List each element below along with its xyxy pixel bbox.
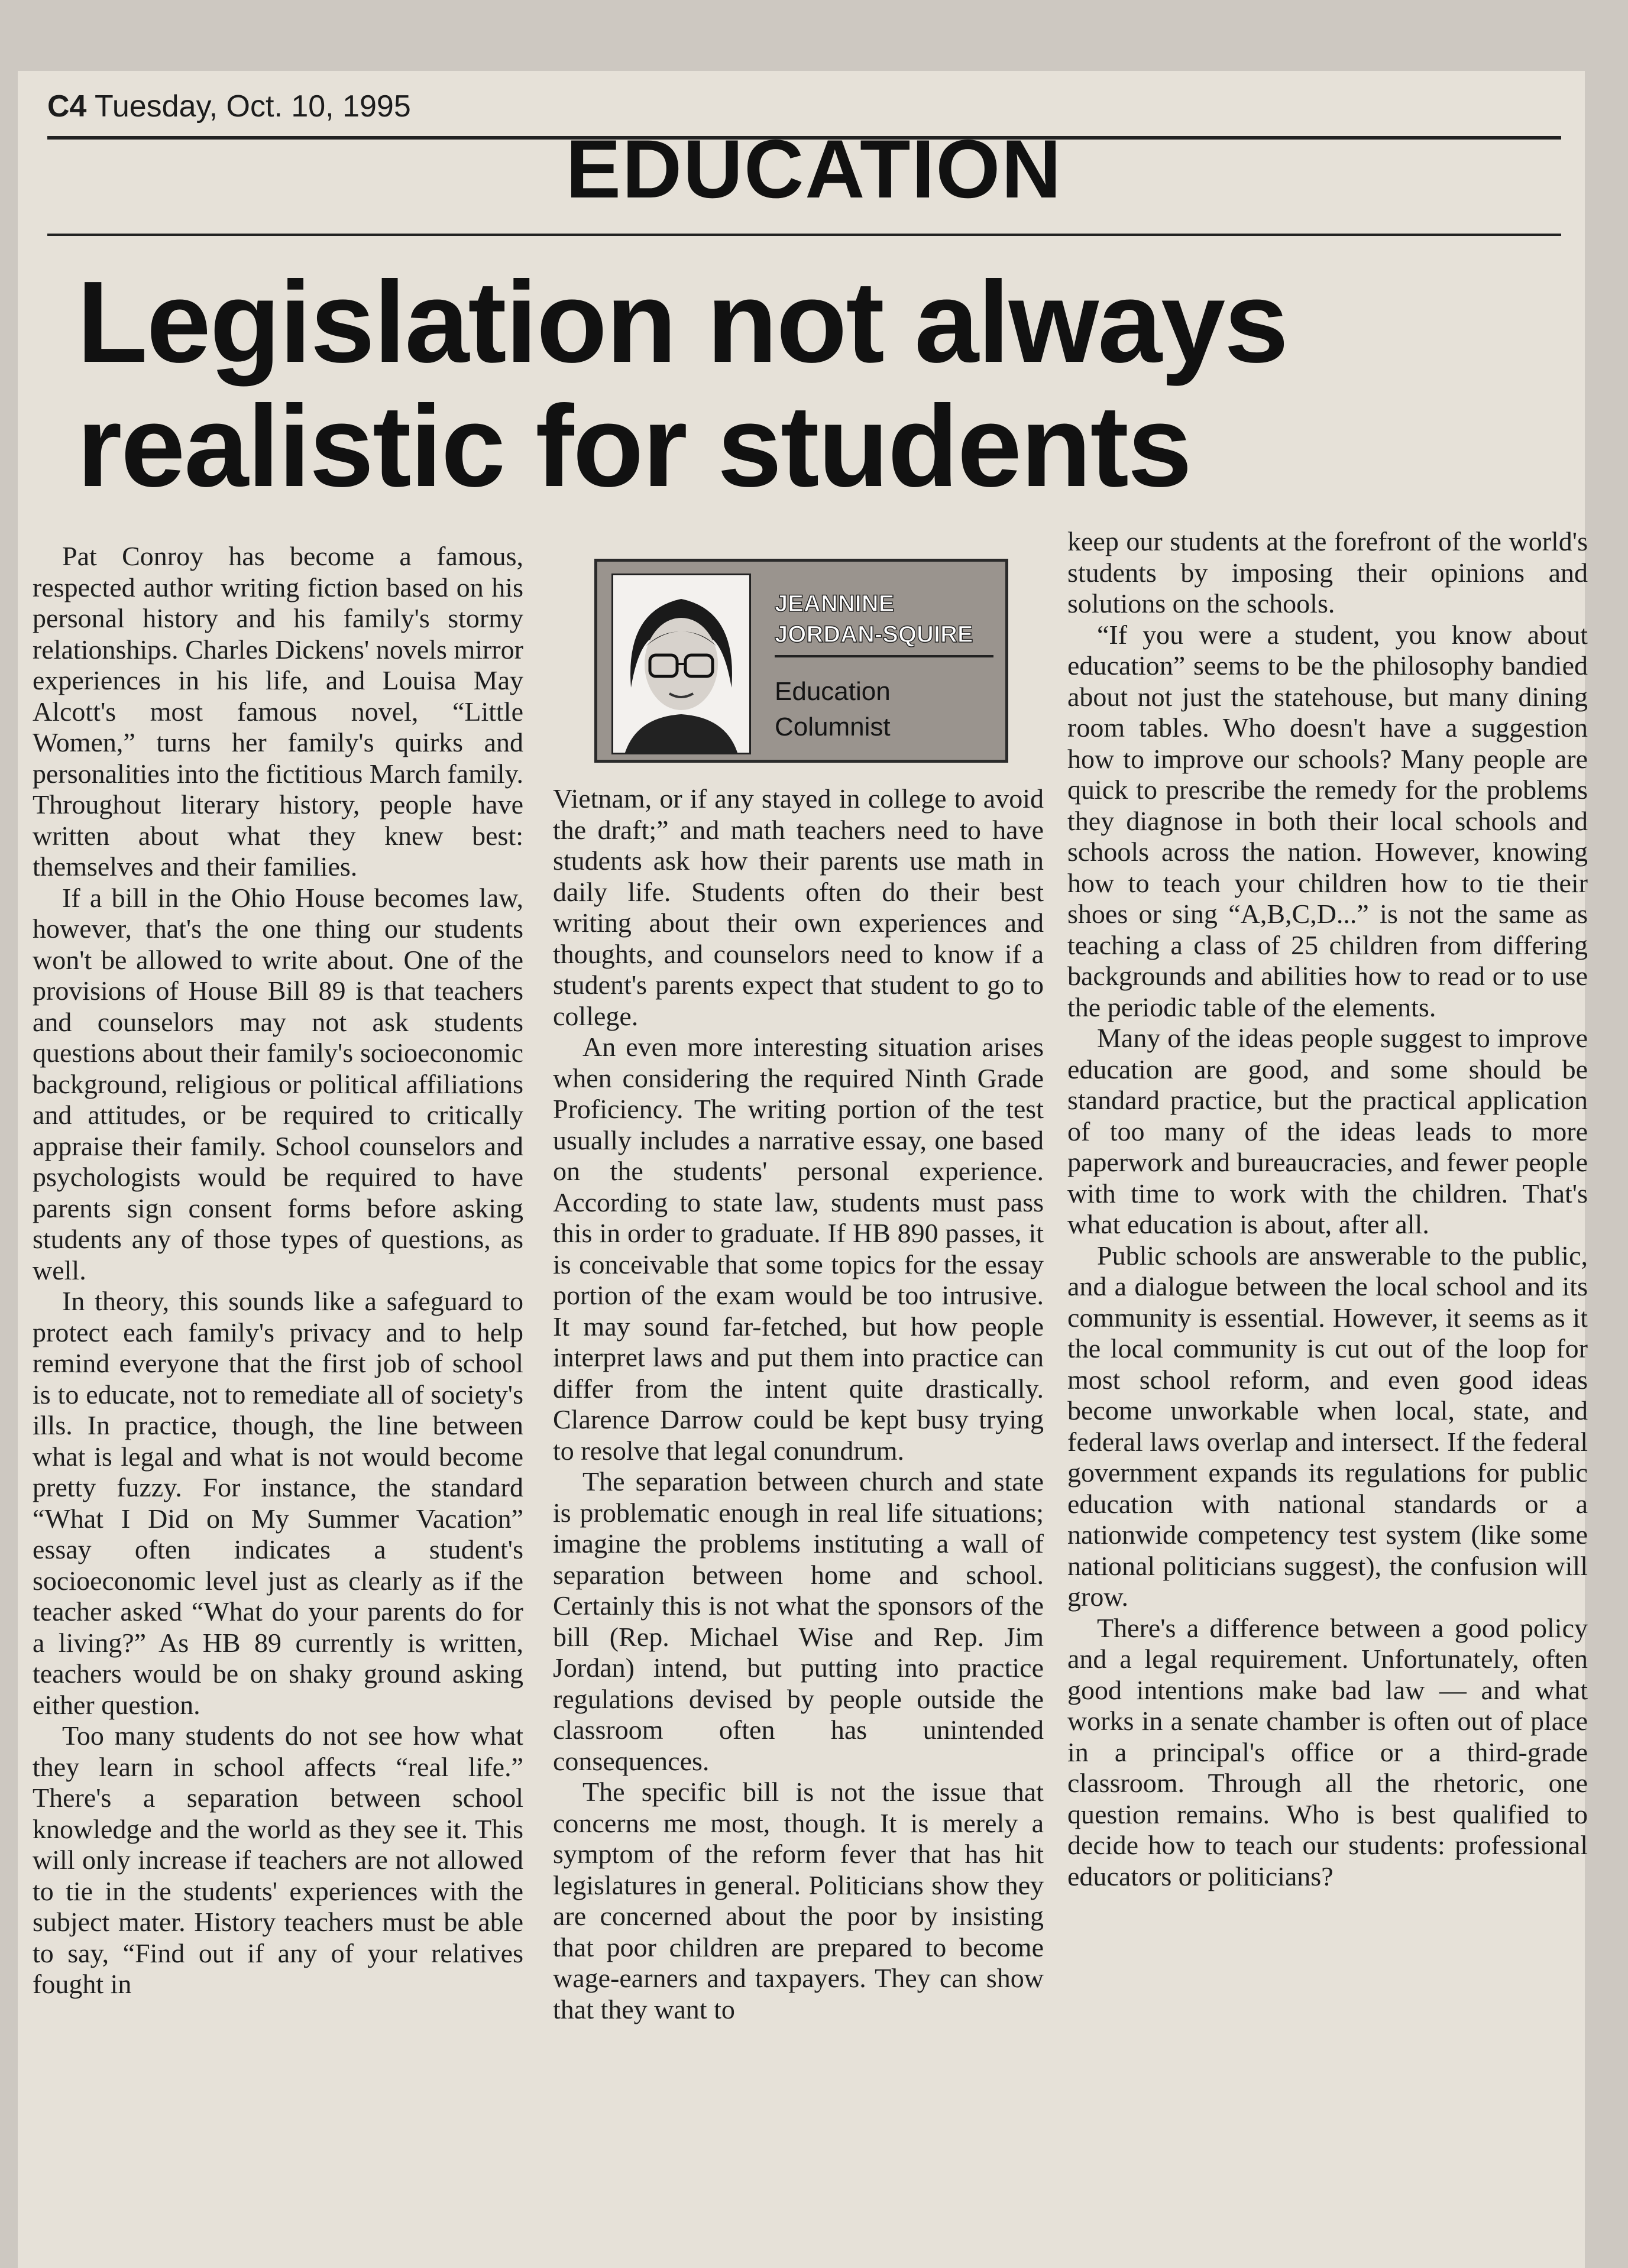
headline-line-2: realistic for students [77, 381, 1191, 511]
columnist-box [594, 559, 1008, 763]
paragraph: Public schools are answerable to the public, and a dialogue between the local school and its community is essential. However, it seems as it the local community is cut out of the loop for most school reform, and even good ideas become unworkable when local, state, and federal laws overlap and intersect. If the federal government expands its regulations for public education with national standards or a nationwide competency test system (like some national politicians suggest), the confusion will grow. [1067, 1240, 1588, 1612]
paragraph: Pat Conroy has become a famous, respected author writing fiction based on his personal history and his family's stormy relationships. Charles Dickens' novels mirror experiences in his life, and Louisa May Alcott's most famous novel, “Little Women,” turns her family's quirks and personalities into the fictitious March family. Throughout literary history, people have written about what they knew best: themselves and their families. [33, 541, 523, 882]
paragraph: The specific bill is not the issue that concerns me most, though. It is merely a symptom of the reform fever that has hit legislatures in general. Politicians show they are concerned about the poor by insisting that poor children are prepared to become wage-earners and taxpayers. They can show that they want to [553, 1777, 1044, 2024]
paragraph: “If you were a student, you know about education” seems to be the philosophy bandied about not just the statehouse, but many dining room tables. Who doesn't have a suggestion how to improve our schools? Many people are quick to prescribe the remedy for the problems they diagnose in both their local schools and schools across the nation. However, knowing how to teach your children how to tie their shoes or sing “A,B,C,D...” is not the same as teaching a class of 25 children from differing backgrounds and abilities how to read or to use the periodic table of the elements. [1067, 619, 1588, 1022]
publication-date: Tuesday, Oct. 10, 1995 [95, 89, 411, 124]
portrait-illustration [613, 575, 749, 753]
headline-line-1: Legislation not always [77, 257, 1288, 387]
columnist-title: Education Columnist [775, 677, 891, 741]
section-rule [47, 234, 1561, 236]
paragraph: The separation between church and state is problematic enough in real life situations; imagine the problems instituting a wall of separation between home and school. Certainly this is not what the sponsors of the bill (Rep. Michael Wise and Rep. Jim Jordan) intend, but putting into practice regulations devised by people outside the classroom often has unintended consequences. [553, 1466, 1044, 1776]
paragraph: Too many students do not see how what they learn in school affects “real life.” There's a separation between school knowledge and the world as they see it. This will only increase if teachers are not allowed to tie in the students' experiences with the subject mater. History teachers must be able to say, “Find out if any of your relatives fought in [33, 1721, 523, 1999]
columnist-name: JEANNINE JORDAN-SQUIRE [775, 591, 973, 647]
article-column-1 [33, 541, 523, 2000]
paragraph: There's a difference between a good policy and a legal requirement. Unfortunately, often good intentions make bad law — and what works in a senate chamber is often out of place in a principal's office or a third-grade classroom. Through all the rhetoric, one question remains. Who is best qualified to decide how to teach our students: professional educators or politicians? [1067, 1612, 1588, 1891]
paragraph: If a bill in the Ohio House becomes law, however, that's the one thing our students won't be allowed to write about. One of the provisions of House Bill 89 is that teachers and counselors may not ask students questions about their family's socioeconomic background, religious or political affiliations and attitudes, or be required to critically appraise their family. School counselors and psychologists would be required to have parents sign consent forms before asking students any of those types of questions, as well. [33, 882, 523, 1285]
paragraph: An even more interesting situation arises when considering the required Ninth Grade Proficiency. The writing portion of the test usually includes a narrative essay, one based on the students' personal experience. According to state law, students must pass this in order to graduate. If HB 890 passes, it is conceivable that some topics for the essay portion of the exam would be too intrusive. It may sound far-fetched, but how people interpret laws and put them into practice can differ from the intent quite drastically. Clarence Darrow could be kept busy trying to resolve that legal conundrum. [553, 1032, 1044, 1466]
columnist-rule [775, 655, 993, 657]
headline [77, 257, 1567, 511]
columnist-photo [611, 574, 751, 754]
paragraph: Many of the ideas people suggest to improve education are good, and some should be standard practice, but the practical application of too many of the ideas leads to more paperwork and bureaucracies, and fewer people with time to work with the children. That's what education is about, after all. [1067, 1023, 1588, 1239]
paragraph: keep our students at the forefront of the world's students by imposing their opinions and solutions on the schools. [1067, 526, 1588, 618]
article-column-3 [1067, 526, 1588, 1892]
paragraph: In theory, this sounds like a safeguard to protect each family's privacy and to help remind everyone that the first job of school is to educate, not to remediate all of society's ills. In practice, though, the line between what is legal and what is not would become pretty fuzzy. For instance, the standard “What I Did on My Summer Vacation” essay often indicates a student's socioeconomic level just as clearly as if the teacher asked “What do your parents do for a living?” As HB 89 currently is written, teachers would be on shaky ground asking either question. [33, 1286, 523, 1720]
paragraph: Vietnam, or if any stayed in college to avoid the draft;” and math teachers need to have students ask how their parents use math in daily life. Students often do their best writing about their own experiences and thoughts, and counselors need to know if a student's parents expect that student to go to college. [553, 783, 1044, 1031]
article-column-2 [553, 783, 1044, 2025]
page-number: C4 [47, 89, 87, 124]
section-title: EDUCATION [565, 122, 1063, 215]
